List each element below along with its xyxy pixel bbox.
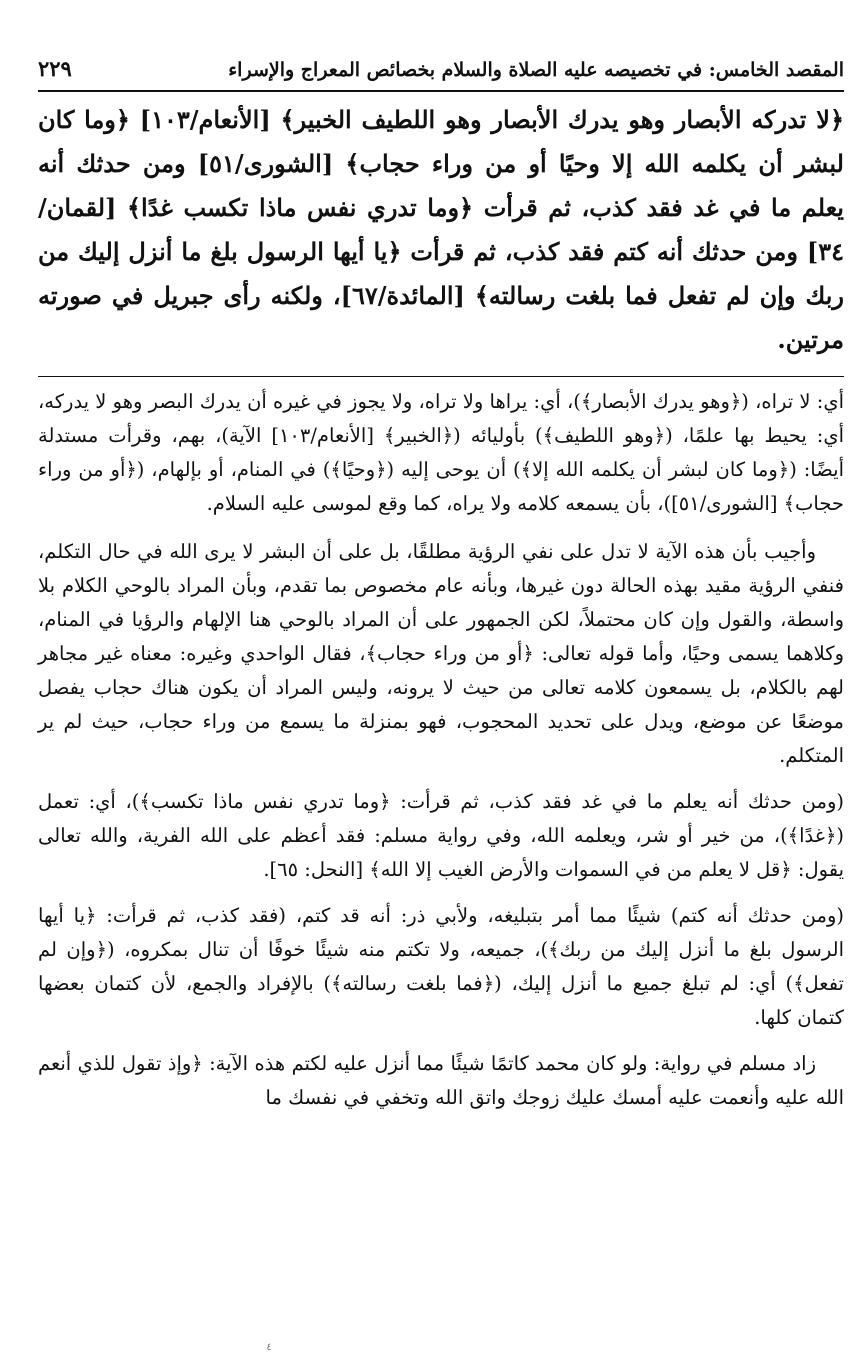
commentary	[38, 385, 844, 1115]
text-separator	[38, 376, 844, 377]
page-header	[38, 56, 844, 92]
commentary-paragraph: (ومن حدثك أنه كتم) شيئًا مما أمر بتبليغه، ولأبي ذر: أنه قد كتم، (فقد كذب، ثم قرأت: ﴿يا أيها الرسول بلغ ما أنزل إليك من ربك﴾)، جميعه، ولا تكتم منه شيئًا خوفًا أن تنال بمكروه، (﴿وإن لم تفعل﴾) أي: لم تبلغ جميع ما أنزل إليك، (﴿فما بلغت رسالته﴾) بالإفراد والجمع، لأن كتمان بعضها كتمان كلها.	[38, 904, 844, 1029]
page-number: ٢٢٩	[38, 56, 72, 81]
commentary-paragraph: وأجيب بأن هذه الآية لا تدل على نفي الرؤية مطلقًا، بل على أن البشر لا يرى الله في حال التكلم، فنفي الرؤية مقيد بهذه الحالة دون غيرها، وبأنه عام مخصوص بما تقدم، وبأن المراد بالوحي الكلام بلا واسطة، والقول وإن كان محتملاً، لكن الجمهور على أن المراد بالوحي هنا الإلهام والرؤيا في المنام، وكلاهما يسمى وحيًا، وأما قوله تعالى: ﴿أو من وراء حجاب﴾، فقال الواحدي وغيره: معناه غير مجاهر لهم بالكلام، بل يسمعون كلامه تعالى من حيث لا يرونه، وليس المراد أن يكون هناك حجاب يفصل موضعًا عن موضع، ويدل على تحديد المحجوب، فهو بمنزلة ما يسمع من وراء حجاب، حيث لم ير المتكلم.	[38, 540, 844, 767]
running-title: المقصد الخامس: في تخصيصه عليه الصلاة والسلام بخصائص المعراج والإسراء	[228, 59, 844, 81]
commentary-paragraph: زاد مسلم في رواية: ولو كان محمد كاتمًا شيئًا مما أنزل عليه لكتم هذه الآية: ﴿وإذ تقول للذي أنعم الله عليه وأنعمت عليه أمسك عليك زوجك واتق الله وتخفي في نفسك ما	[38, 1052, 844, 1109]
commentary-paragraph: أي: لا تراه، (﴿وهو يدرك الأبصار﴾)، أي: يراها ولا تراه، ولا يجوز في غيره أن يدرك البصر وهو لا يدركه، أي: يحيط بها علمًا، (﴿وهو اللطيف﴾) بأوليائه (﴿الخبير﴾ [الأنعام/١٠٣] الآية)، بهم، وقرأت مستدلة أيضًا: (﴿وما كان لبشر أن يكلمه الله إلا﴾) أن يوحى إليه (﴿وحيًا﴾) في المنام، أو بإلهام، (﴿أو من وراء حجاب﴾ [الشورى/٥١])، بأن يسمعه كلامه ولا يراه، كما وقع لموسى عليه السلام.	[38, 390, 844, 515]
footer-mark: ٤	[266, 1342, 272, 1353]
commentary-paragraph: (ومن حدثك أنه يعلم ما في غد فقد كذب، ثم قرأت: ﴿وما تدري نفس ماذا تكسب﴾)، أي: تعمل (﴿غدًا﴾)، من خير أو شر، ويعلمه الله، وفي رواية مسلم: فقد أعظم على الله الفرية، والله تعالى يقول: ﴿قل لا يعلم من في السموات والأرض الغيب إلا الله﴾ [النحل: ٦٥].	[38, 790, 844, 881]
book-page	[38, 56, 844, 1127]
main-text: ﴿لا تدركه الأبصار وهو يدرك الأبصار وهو اللطيف الخبير﴾ [الأنعام/١٠٣] ﴿وما كان لبشر أن يكلمه الله إلا وحيًا أو من وراء حجاب﴾ [الشورى/٥١] ومن حدثك أنه يعلم ما في غد فقد كذب، ثم قرأت ﴿وما تدري نفس ماذا تكسب غدًا﴾ [لقمان/٣٤] ومن حدثك أنه كتم فقد كذب، ثم قرأت ﴿يا أيها الرسول بلغ ما أنزل إليك من ربك وإن لم تفعل فما بلغت رسالته﴾ [المائدة/٦٧]، ولكنه رأى جبريل في صورته مرتين.	[38, 105, 845, 354]
